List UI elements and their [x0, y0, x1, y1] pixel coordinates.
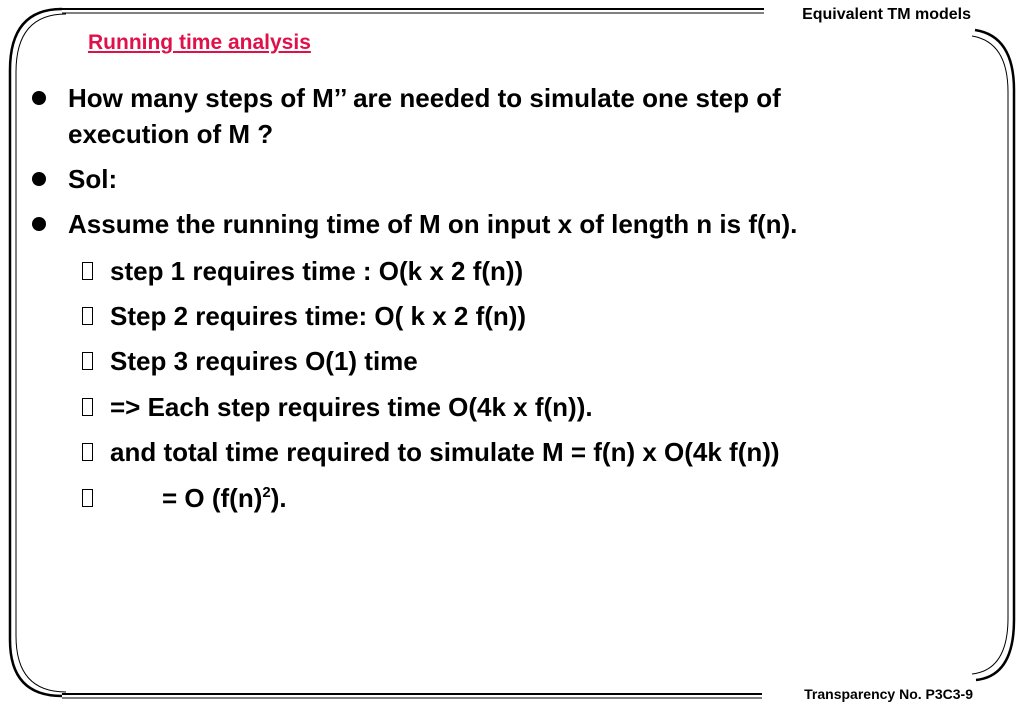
missing-glyph-icon — [82, 307, 93, 325]
bullet-text: Sol: — [68, 164, 118, 194]
result-base: = O (f(n) — [162, 483, 263, 513]
header-label: Equivalent TM models — [802, 6, 971, 23]
sub-bullet-text: Step 3 requires O(1) time — [110, 346, 418, 376]
bullet-dot-icon — [32, 172, 46, 186]
sub-bullet-text: Step 2 requires time: O( k x 2 f(n)) — [110, 301, 527, 331]
missing-glyph-icon — [82, 398, 93, 416]
sub-bullet-text: => Each step requires time O(4k x f(n)). — [110, 392, 593, 422]
missing-glyph-icon — [82, 262, 93, 280]
sub-bullet-text — [162, 480, 287, 516]
footer-label: Transparency No. P3C3-9 — [804, 686, 973, 702]
result-close: ). — [270, 483, 287, 513]
result-exponent: 2 — [262, 484, 271, 501]
bullet-text: How many steps of M’’ are needed to simulate one step of — [68, 83, 781, 113]
missing-glyph-icon — [82, 489, 93, 507]
sub-bullet-text: and total time required to simulate M = f(n) x O(4k f(n)) — [110, 437, 780, 467]
missing-glyph-icon — [82, 443, 93, 461]
page-title: Running time analysis — [88, 31, 311, 54]
bullet-dot-icon — [32, 91, 46, 105]
missing-glyph-icon — [82, 352, 93, 370]
bullet-dot-icon — [32, 217, 46, 231]
sub-bullet-text: step 1 requires time : O(k x 2 f(n)) — [110, 256, 524, 286]
bullet-text: execution of M ? — [68, 119, 274, 149]
bullet-text: Assume the running time of M on input x of length n is f(n). — [68, 209, 798, 239]
